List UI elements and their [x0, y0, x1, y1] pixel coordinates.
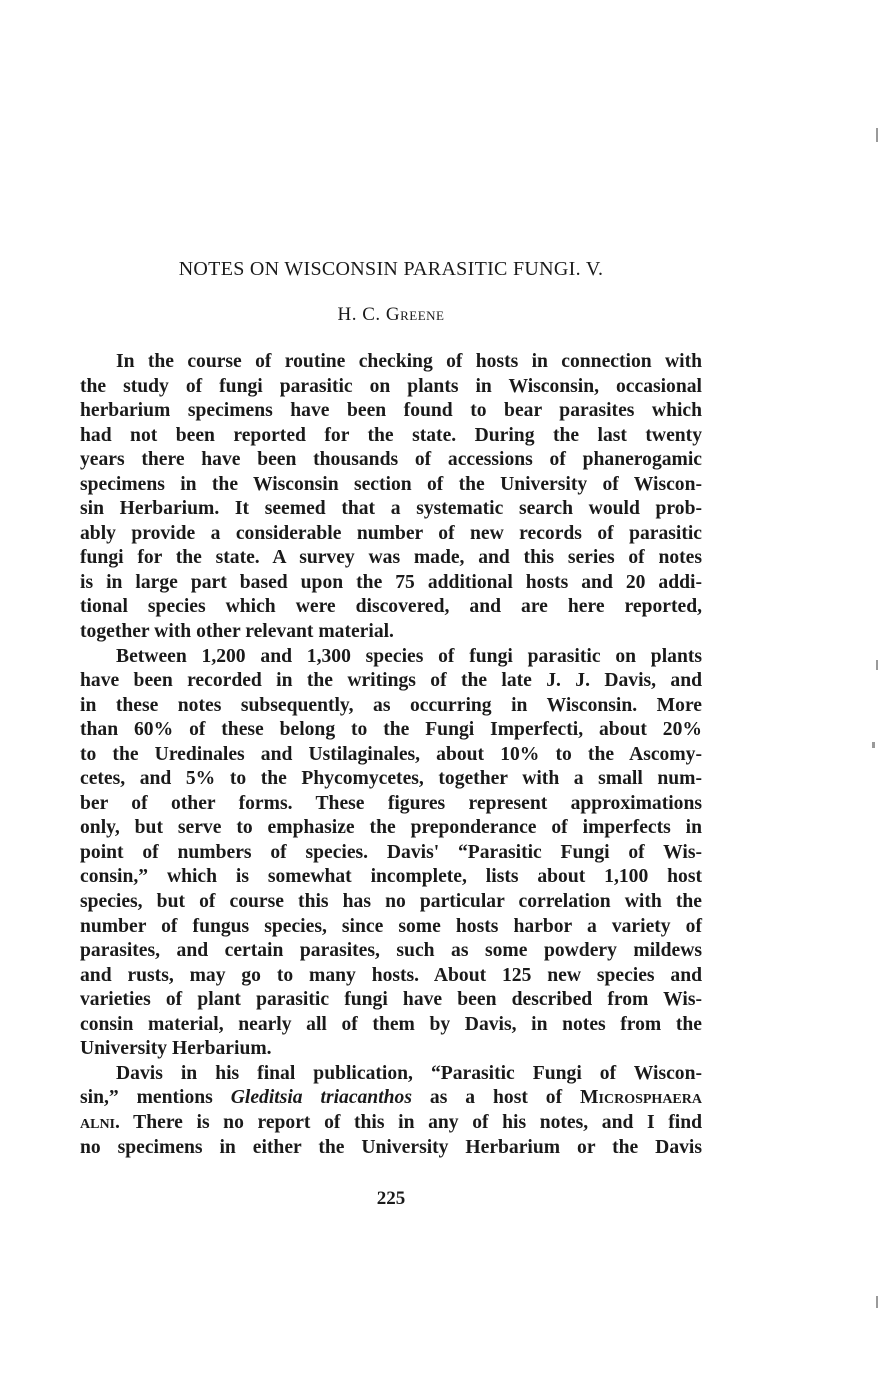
text-line: is in large part based upon the 75 additional hosts and 20 addi-	[80, 571, 702, 593]
text-line	[80, 1111, 702, 1136]
fungus-species: alni	[80, 1111, 116, 1133]
text-line: fungi for the state. A survey was made, and this series of notes	[80, 547, 702, 569]
text-line: in these notes subsequently, as occurring in Wisconsin. More	[80, 694, 702, 716]
text-line: only, but serve to emphasize the preponderance of imperfects in	[80, 817, 702, 839]
text-line	[80, 1086, 702, 1111]
paragraph-1	[80, 350, 702, 645]
species-name: Gleditsia triacanthos	[230, 1087, 412, 1109]
paragraph-3	[80, 1062, 702, 1160]
text-line: the study of fungi parasitic on plants in Wisconsin, occasional	[80, 375, 702, 397]
text-run: as a host of	[411, 1087, 581, 1109]
text-run: . There is no report of this in any of his notes, and I find	[115, 1111, 702, 1133]
text-line: consin material, nearly all of them by Davis, in notes from the	[80, 1013, 702, 1035]
paragraph-2	[80, 645, 702, 1062]
text-line: tional species which were discovered, and are here reported,	[80, 596, 702, 618]
page-number: 225	[376, 1188, 406, 1209]
text-line: sin Herbarium. It seemed that a systematic search would prob-	[80, 498, 702, 520]
text-line: varieties of plant parasitic fungi have been described from Wis-	[80, 989, 702, 1011]
text-line: point of numbers of species. Davis' “Parasitic Fungi of Wis-	[80, 841, 702, 863]
article-title: NOTES ON WISCONSIN PARASITIC FUNGI. V.	[178, 258, 604, 280]
text-line: Between 1,200 and 1,300 species of fungi parasitic on plants	[116, 645, 702, 667]
text-line: herbarium specimens have been found to bear parasites which	[80, 400, 702, 422]
text-line: University Herbarium.	[80, 1038, 272, 1060]
author-surname: Greene	[385, 304, 445, 325]
text-line: and rusts, may go to many hosts. About 125 new species and	[80, 964, 702, 986]
text-line: parasites, and certain parasites, such as some powdery mildews	[80, 940, 702, 962]
text-line: cetes, and 5% to the Phycomycetes, together with a small num-	[80, 768, 702, 790]
text-run: sin,” mentions	[80, 1087, 231, 1109]
scan-artifact	[876, 660, 878, 670]
text-line: no specimens in either the University Herbarium or the Davis	[80, 1136, 702, 1158]
text-line: ber of other forms. These figures represent approximations	[80, 792, 702, 814]
text-line: to the Uredinales and Ustilaginales, about 10% to the Ascomy-	[80, 743, 702, 765]
article-body	[80, 350, 702, 1160]
text-line: had not been reported for the state. During the last twenty	[80, 424, 702, 446]
author-initials: H. C.	[337, 304, 386, 325]
text-line: Davis in his final publication, “Parasitic Fungi of Wiscon-	[116, 1062, 702, 1084]
text-line: than 60% of these belong to the Fungi Imperfecti, about 20%	[80, 719, 702, 741]
author-name	[80, 304, 702, 326]
text-line: have been recorded in the writings of the late J. J. Davis, and	[80, 670, 702, 692]
text-line: consin,” which is somewhat incomplete, lists about 1,100 host	[80, 866, 702, 888]
text-line: years there have been thousands of accessions of phanerogamic	[80, 449, 702, 471]
scan-artifact	[876, 1296, 878, 1308]
text-line: ably provide a considerable number of new records of parasitic	[80, 522, 702, 544]
text-line: together with other relevant material.	[80, 621, 394, 643]
text-line: specimens in the Wisconsin section of the University of Wiscon-	[80, 473, 702, 495]
text-line: In the course of routine checking of hosts in connection with	[116, 351, 702, 372]
text-line: species, but of course this has no particular correlation with the	[80, 891, 702, 913]
text-line: number of fungus species, since some hosts harbor a variety of	[80, 915, 702, 937]
scan-artifact	[872, 742, 875, 748]
scan-artifact	[876, 128, 878, 142]
fungus-genus: Microsphaera	[580, 1087, 702, 1109]
